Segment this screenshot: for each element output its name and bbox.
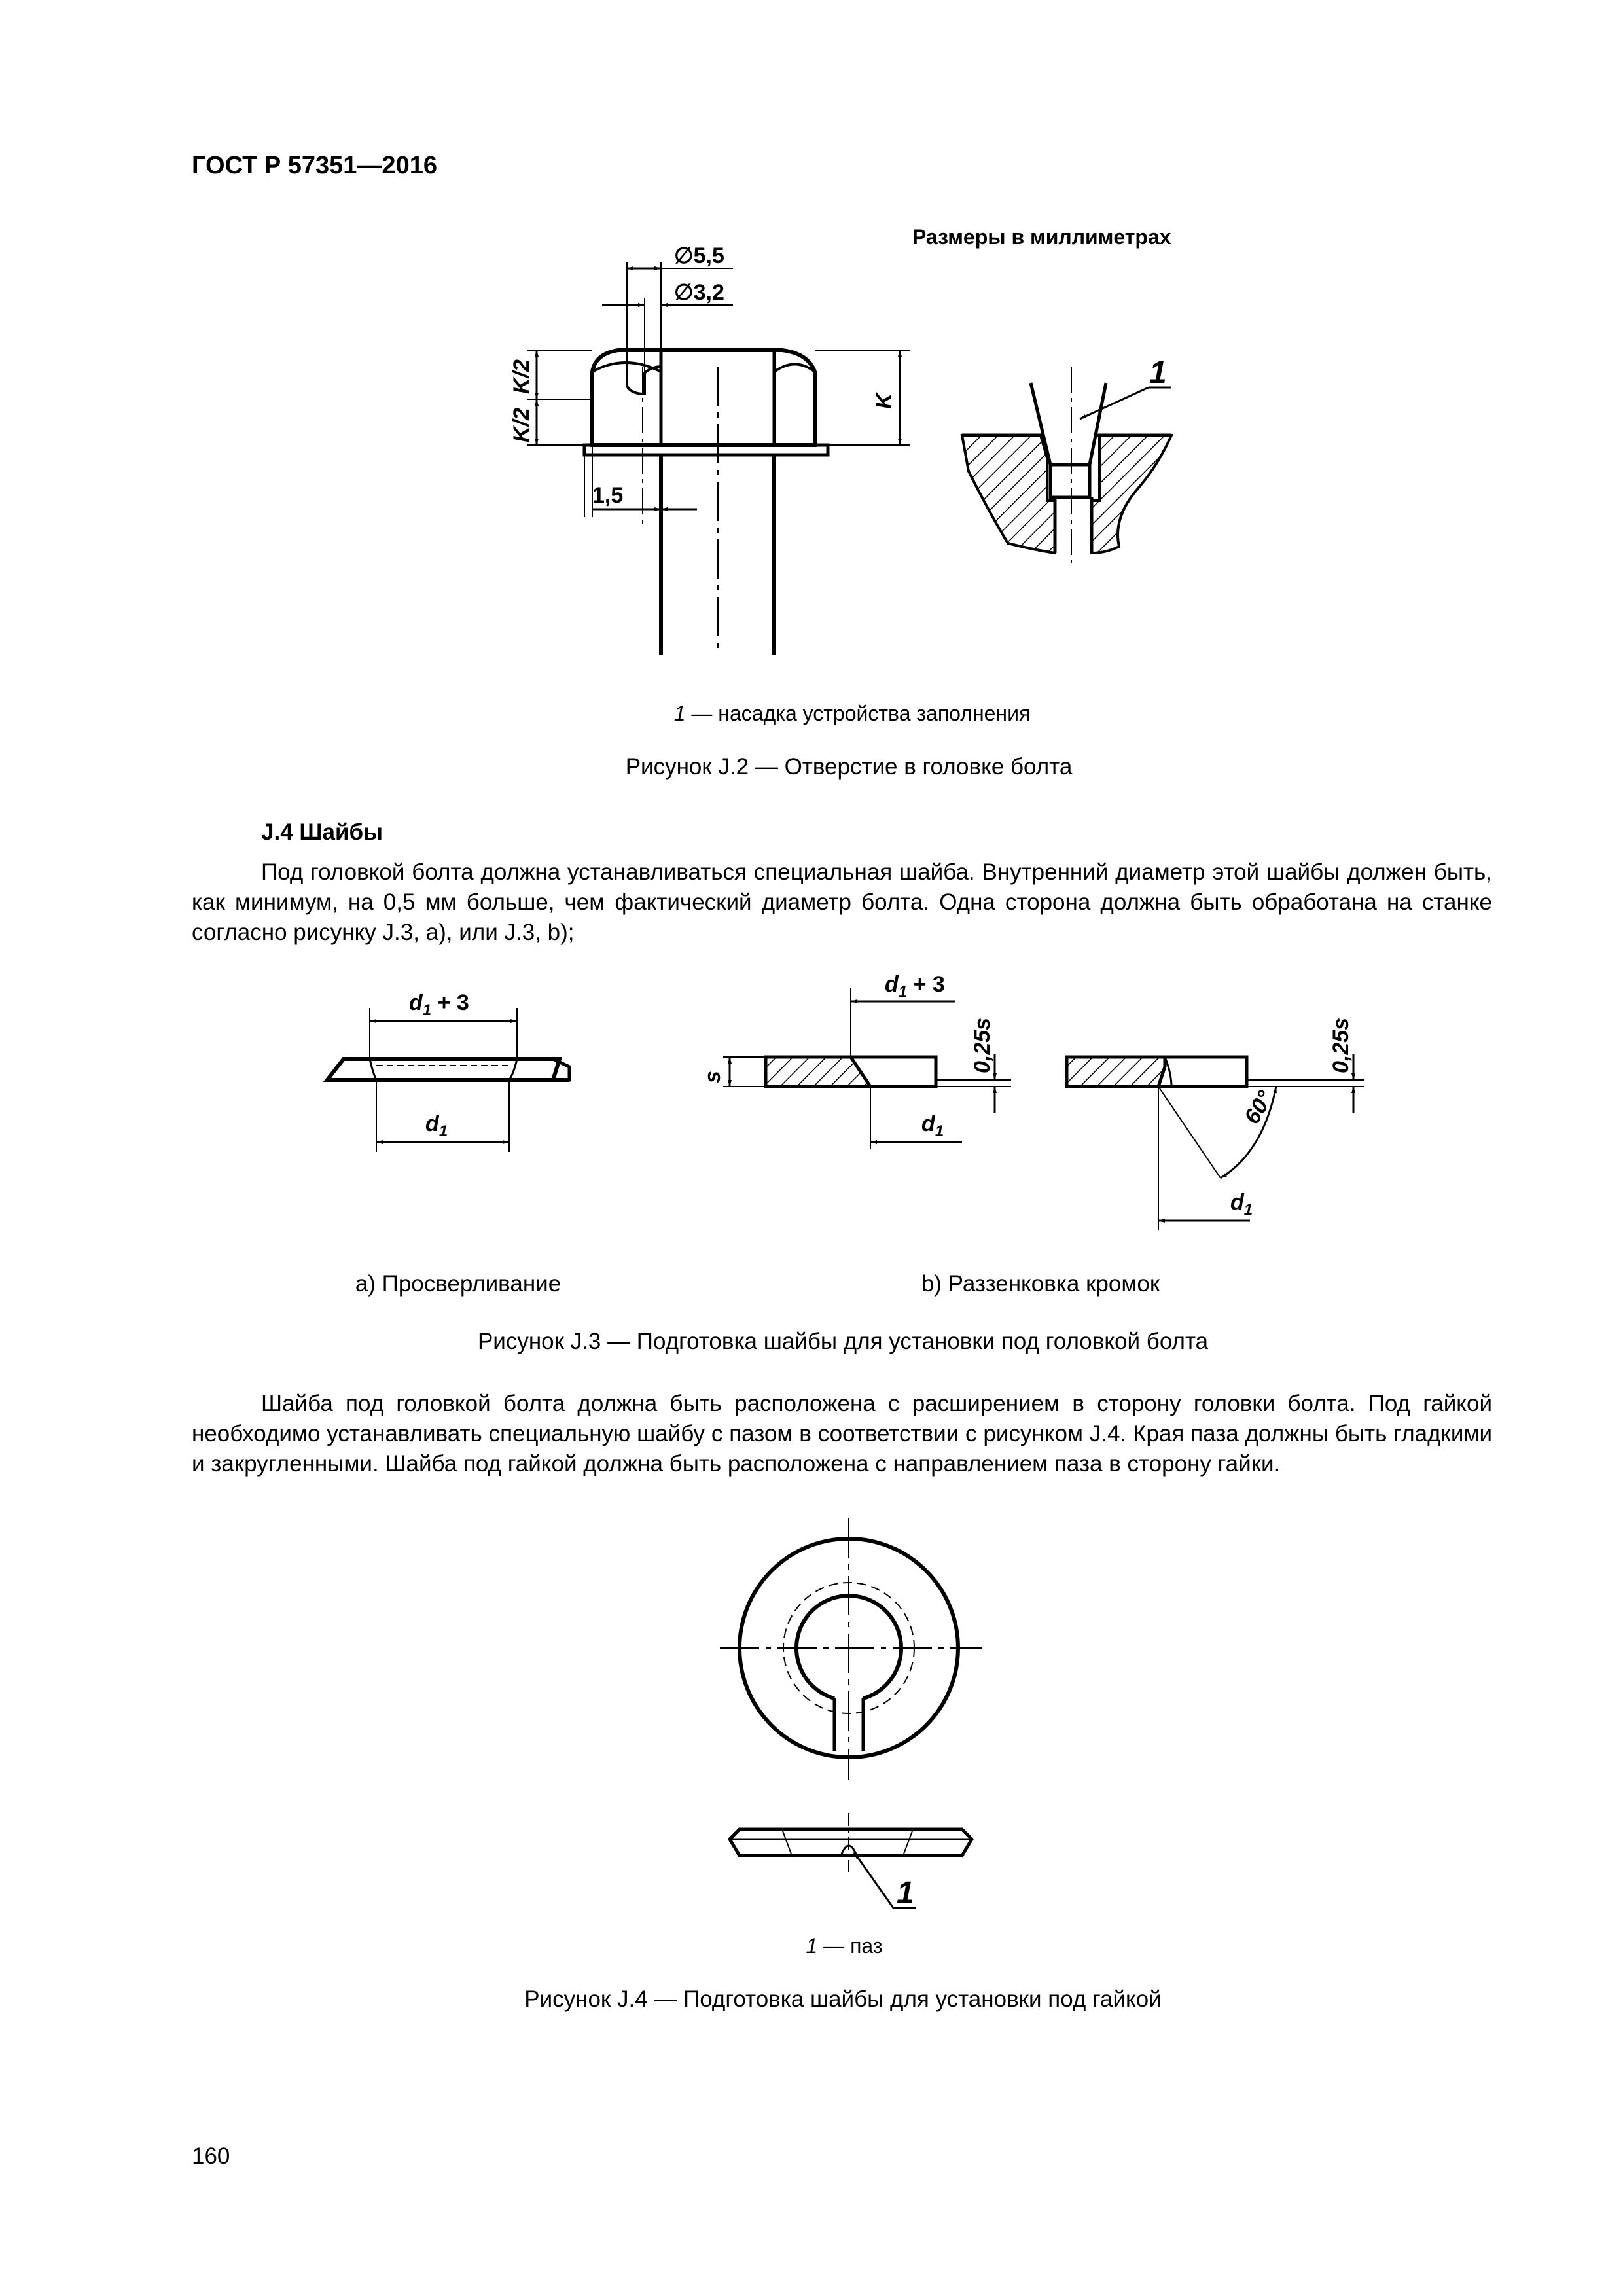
figure-j2-caption: Рисунок J.2 — Отверстие в головке болта [625,754,1073,780]
dim-d32: ∅3,2 [674,280,724,305]
paragraph-washer-orientation: Шайба под головкой болта должна быть расположена с расширением в сторону головки болта. Под гайкой необходимо устанавливать специальную шайбу с пазом в соответствии с рисунком J.4. Края паза должны быть гладкими и закругленными. Шайба под гайкой должна быть расположена с направлением паза в сторону гайки. [192,1391,1492,1477]
figure-j3b-countersunk-washer [723,988,1011,1149]
legend-j2-number: 1 [673,702,686,725]
figure-j3-sub-b: b) Раззенковка кромок [921,1271,1160,1297]
legend-j2-text: — насадка устройства заполнения [685,702,1031,725]
figure-j4-caption: Рисунок J.4 — Подготовка шайбы для установки под гайкой [524,1986,1162,2012]
figure-j3-caption: Рисунок J.3 — Подготовка шайбы для установки под головкой болта [477,1329,1209,1354]
section-heading: J.4 Шайбы [261,819,383,845]
nozzle-callout: 1 [1149,355,1167,390]
dim-angle-60: 60° [1240,1086,1278,1128]
units-note: Размеры в миллиметрах [912,225,1171,249]
dim-j3a-d1: $d_1$ [425,1111,448,1140]
dim-k: K [872,393,897,409]
document-header: ГОСТ Р 57351—2016 [192,152,437,179]
legend-j4-text: — паз [817,1934,883,1958]
dim-j3b-025s-right: 0,25s [1329,1017,1353,1073]
dim-j3b-s: s [700,1071,725,1083]
figure-j3a-drilled-washer [327,1008,569,1152]
figure-j2-nozzle-detail [962,367,1171,563]
dim-j3b-d1: $d_1$ [921,1111,944,1140]
dim-j3b-d1-plus-3: $d_1 + 3$ [885,972,945,1001]
figure-j2-legend [674,702,1031,726]
page-number: 160 [192,2144,230,2169]
figure-j2-bolt-drawing [527,262,910,655]
paragraph-washer-requirements: Под головкой болта должна устанавливаться специальная шайба. Внутренний диаметр этой шайбы должен быть, как минимум, на 0,5 мм больше, чем фактический диаметр болта. Одна сторона должна быть обработана на станке согласно рисунку J.3, a), или J.3, b); [192,859,1492,945]
figure-j4-slotted-washer [720,1518,982,1908]
dim-j3a-d1-plus-3: $d_1 + 3$ [409,990,469,1019]
dim-1-5: 1,5 [592,483,624,508]
dim-d55: ∅5,5 [674,243,724,268]
dim-k2-upper: K/2 [509,359,534,394]
slot-callout: 1 [897,1876,914,1910]
dim-j3b-025s: 0,25s [970,1017,995,1073]
figure-j3b-angle-washer [1067,1054,1364,1230]
figure-j3-sub-a: a) Просверливание [355,1271,562,1297]
legend-j4-number: 1 [806,1934,818,1958]
dim-j3b-d1-angle: $d_1$ [1230,1190,1253,1219]
figure-j4-legend [806,1934,882,1958]
dim-k2-lower: K/2 [509,408,534,442]
